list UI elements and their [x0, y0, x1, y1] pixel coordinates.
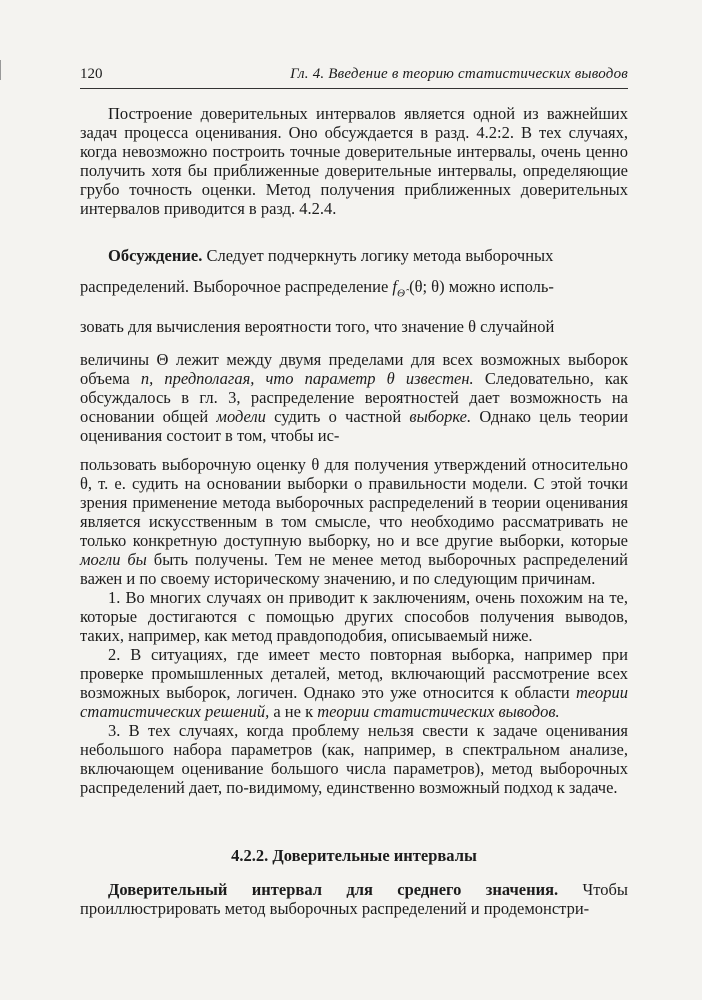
list-item: 2. В ситуациях, где имеет место повторная выборка, например при проверке промышленных деталей, метод, включающий рассмотрение всех возможных выборок, логичен. Однако это уже относится к области теории статистических решений, а не к теории статистических выводов.	[80, 645, 629, 722]
paragraph-discussion	[80, 246, 628, 797]
discussion-sample: выборке.	[409, 407, 472, 427]
paragraph-text: Построение доверительных интервалов является одной из важнейших задач процесса оценивания. Оно обсуждается в разд. 4.2:2. В тех случаях, когда невозможно построить точные доверительные интервалы, очень ценно получить хотя бы приближенные доверительные интервалы, определяющие грубо точность оценки. Метод получения приближенных доверительных интервалов приводится в разд. 4.2.4.	[80, 104, 628, 218]
discussion-line2-b: (θ; θ)	[409, 277, 445, 296]
page-number: 120	[80, 66, 103, 82]
section-title: 4.2.2. Доверительные интервалы	[231, 846, 477, 865]
sampling-distribution-symbol: $f_{\Thetâ}$	[392, 277, 405, 300]
running-title: Гл. 4. Введение в теорию статистических выводов	[290, 66, 628, 82]
discussion-could-be: могли бы	[80, 550, 147, 570]
confidence-text: Чтобы проиллюстрировать метод выборочных распределений и продемонстри-	[80, 880, 628, 918]
discussion-line4-g: Однако цель теории оценивания состоит в том, чтобы ис-	[80, 407, 629, 446]
discussion-line4-a: величины Θ лежит между двумя пределами для всех возможных выборок объема	[80, 350, 628, 389]
running-header	[80, 66, 628, 89]
discussion-assumption: предполагая, что параметр θ известен.	[164, 369, 474, 389]
discussion-line2-a: распределений. Выборочное распределение	[80, 277, 389, 296]
discussion-line2-c: можно исполь-	[448, 277, 554, 296]
confidence-heading: Доверительный интервал для среднего значения.	[108, 880, 559, 899]
discussion-heading: Обсуждение.	[108, 246, 203, 265]
discussion-line4-c: Следовательно, как обсуждалось в гл. 3, распределение вероятностей дает возможность на основании общей	[80, 369, 629, 427]
discussion-line5-a: пользовать выборочную оценку θ для получения утверждений относительно θ, т. е. судить на основании выборки о правильности модели. С этой точки зрения применение метода выборочных распределений в теории оценивания является искусственным в том смысле, что необходимо рассматривать не только конкретную доступную выборку, но и все другие выборки, которые	[80, 455, 628, 551]
paragraph-confidence-interval	[80, 880, 628, 918]
list-item: 1. Во многих случаях он приводит к заключениям, очень похожим на те, которые достигаются с помощью других способов получения выводов, таких, например, как метод правдоподобия, описываемый ниже.	[80, 588, 628, 646]
discussion-line3: зовать для вычисления вероятности того, что значение θ случайной	[80, 317, 555, 337]
discussion-line1: Следует подчеркнуть логику метода выборочных	[206, 246, 554, 265]
list-item: 3. В тех случаях, когда проблему нельзя свести к задаче оценивания небольшого набора параметров (как, например, в спектральном анализе, включающем оценивание большого числа параметров), метод выборочных распределений дает, по-видимому, единственно возможный подход к задаче.	[80, 721, 628, 798]
paragraph-intro	[80, 104, 628, 218]
discussion-model: модели	[216, 407, 266, 427]
discussion-line4-e: судить о частной	[274, 407, 402, 427]
margin-mark	[0, 60, 5, 80]
discussion-n: n,	[140, 369, 154, 389]
discussion-line5-c: быть получены. Тем не менее метод выборочных распределений важен и по своему историческому значению, и по следующим причинам.	[80, 550, 628, 589]
